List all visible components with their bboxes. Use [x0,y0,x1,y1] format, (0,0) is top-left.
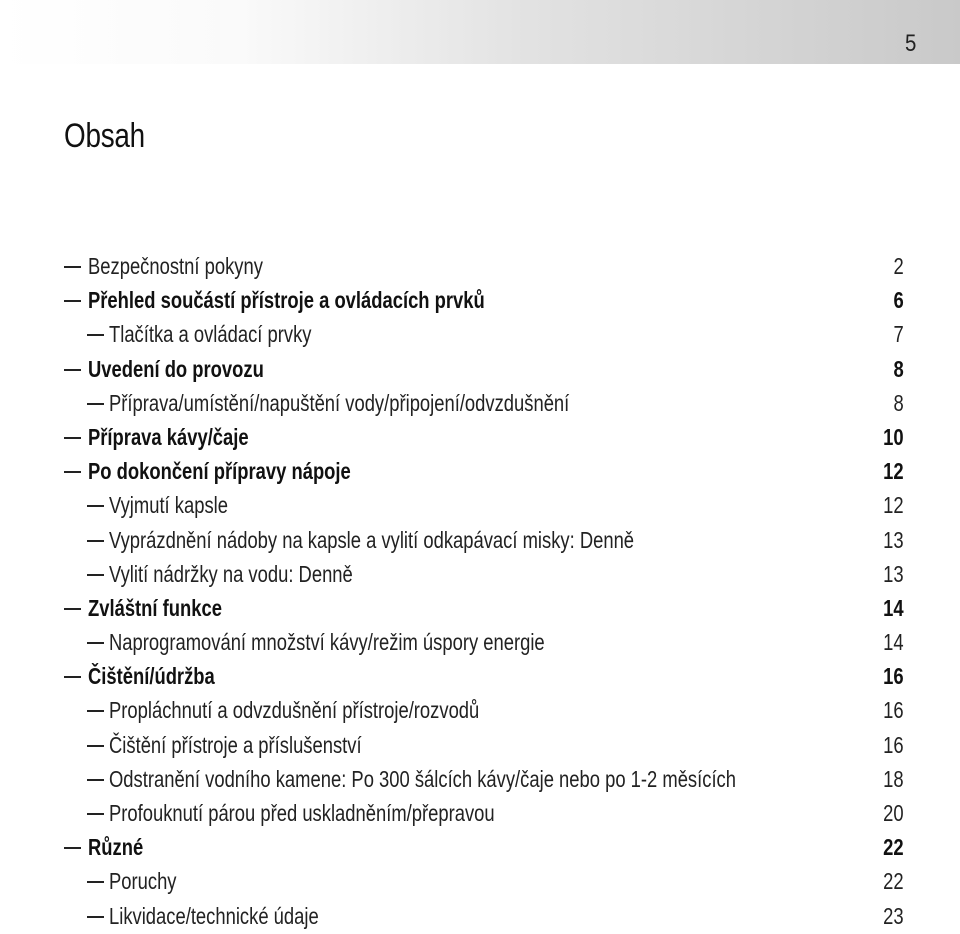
toc-entry-page-number: 13 [883,526,904,553]
dash-bullet-icon [64,266,81,268]
dash-bullet-icon [64,847,81,849]
toc-entry-title: Likvidace/technické údaje [109,902,319,929]
toc-subsection [64,318,904,352]
toc-entry-title: Naprogramování množství kávy/režim úspory energie [109,629,545,656]
toc-entry-page-number: 22 [883,868,904,895]
dash-bullet-icon [87,642,104,644]
toc-section [64,353,904,387]
toc-section [64,421,904,455]
toc-subsection [64,387,904,421]
toc-subsection [64,797,904,831]
dash-bullet-icon [64,676,81,678]
dash-bullet-icon [87,574,104,576]
toc-entry-title: Různé [88,834,144,861]
toc-entry-page-number: 22 [883,834,904,861]
toc-entry-title: Příprava kávy/čaje [88,423,249,450]
dash-bullet-icon [87,779,104,781]
toc-entry-page-number: 16 [883,663,904,690]
toc-entry-page-number: 20 [883,800,904,826]
toc-entry-page-number: 8 [893,389,904,416]
toc-entry-title: Čištění přístroje a příslušenství [109,731,362,758]
toc-subsection [64,729,904,763]
toc-entry-title: Odstranění vodního kamene: Po 300 šálcích kávy/čaje nebo po 1-2 měsících [109,765,736,792]
toc-entry-title: Zvláštní funkce [88,594,222,621]
toc-entry-page-number: 7 [893,321,904,348]
toc-entry-page-number: 18 [883,765,904,792]
table-of-contents [64,250,904,934]
toc-section [64,831,904,865]
dash-bullet-icon [64,369,81,371]
dash-bullet-icon [87,403,104,405]
toc-section [64,250,904,284]
dash-bullet-icon [87,745,104,747]
toc-subsection [64,626,904,660]
toc-entry-title: Uvedení do provozu [88,355,264,382]
toc-entry-page-number: 23 [883,902,904,929]
toc-subsection [64,763,904,797]
toc-entry-title: Přehled součástí přístroje a ovládacích prvků [88,287,485,314]
dash-bullet-icon [87,505,104,507]
toc-entry-page-number: 16 [883,697,904,724]
toc-subsection [64,865,904,899]
toc-section [64,660,904,694]
dash-bullet-icon [87,881,104,883]
toc-entry-page-number: 2 [893,253,904,279]
dash-bullet-icon [64,437,81,439]
toc-entry-title: Poruchy [109,868,177,895]
toc-entry-page-number: 8 [893,355,904,382]
dash-bullet-icon [87,710,104,712]
page-title: Obsah [64,117,145,155]
toc-subsection [64,900,904,934]
toc-entry-page-number: 12 [883,458,904,485]
toc-entry-title: Vyprázdnění nádoby na kapsle a vylití odkapávací misky: Denně [109,526,635,553]
toc-subsection [64,489,904,523]
toc-entry-page-number: 16 [883,731,904,758]
toc-entry-title: Čištění/údržba [88,663,215,690]
toc-entry-page-number: 14 [883,594,904,621]
toc-entry-title: Po dokončení přípravy nápoje [88,458,351,485]
toc-entry-page-number: 12 [883,492,904,519]
toc-subsection [64,558,904,592]
toc-entry-page-number: 13 [883,560,904,587]
toc-entry-title: Vyjmutí kapsle [109,492,228,519]
toc-entry-title: Propláchnutí a odvzdušnění přístroje/rozvodů [109,697,480,724]
toc-subsection [64,524,904,558]
dash-bullet-icon [64,608,81,610]
toc-section [64,284,904,318]
toc-entry-title: Příprava/umístění/napuštění vody/připojení/odvzdušnění [109,389,570,416]
toc-section [64,592,904,626]
dash-bullet-icon [64,471,81,473]
toc-entry-page-number: 6 [893,287,904,314]
toc-entry-title: Tlačítka a ovládací prvky [109,321,312,348]
dash-bullet-icon [87,813,104,815]
dash-bullet-icon [87,334,104,336]
toc-entry-title: Bezpečnostní pokyny [88,253,263,279]
toc-entry-page-number: 14 [883,629,904,656]
page-number: 5 [904,30,916,57]
header-band [0,0,960,64]
toc-section [64,455,904,489]
toc-entry-title: Profouknutí párou před uskladněním/přepravou [109,800,495,826]
dash-bullet-icon [87,916,104,918]
dash-bullet-icon [64,300,81,302]
dash-bullet-icon [87,540,104,542]
toc-subsection [64,694,904,728]
toc-entry-title: Vylití nádržky na vodu: Denně [109,560,353,587]
toc-entry-page-number: 10 [883,423,904,450]
